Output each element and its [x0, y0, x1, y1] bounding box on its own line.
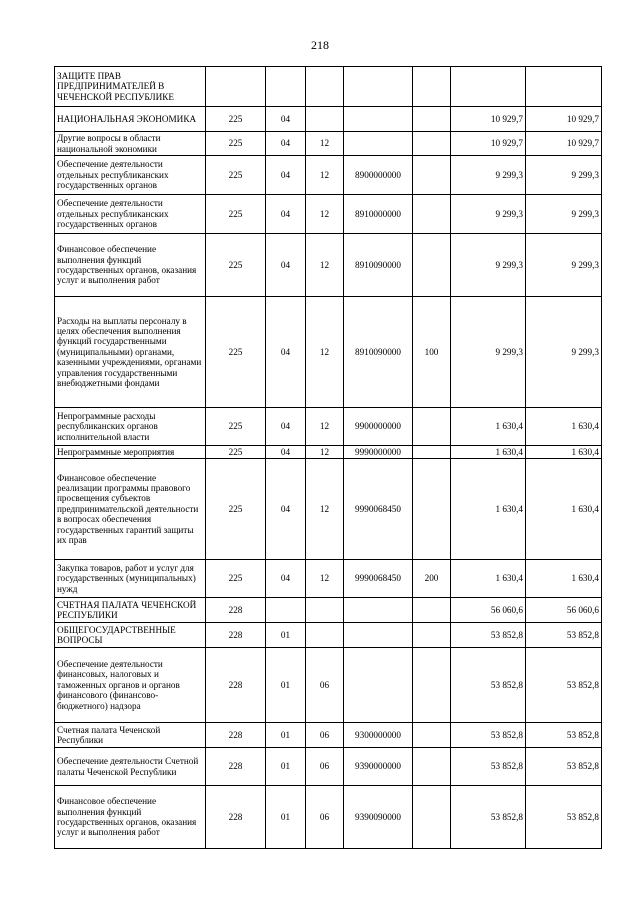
- amount-2: 56 060,6: [526, 598, 602, 623]
- amount-2: 53 852,8: [526, 786, 602, 849]
- target-article-code: 9990068450: [344, 560, 413, 598]
- amount-1: 9 299,3: [451, 234, 526, 297]
- expense-type-code: [413, 156, 451, 195]
- expense-type-code: [413, 723, 451, 748]
- row-name: Расходы на выплаты персоналу в целях обеспечения выполнения функций государственными (муниципальными) органами, казенными учреждениями, органами управления государственными внебюджетными фондами: [55, 297, 206, 408]
- budget-table: [54, 66, 602, 849]
- target-article-code: [344, 648, 413, 723]
- subsection-code: 12: [306, 156, 344, 195]
- section-code: 04: [266, 560, 306, 598]
- amount-1: 9 299,3: [451, 297, 526, 408]
- section-code: 04: [266, 156, 306, 195]
- expense-type-code: [413, 408, 451, 446]
- target-article-code: [344, 132, 413, 156]
- amount-2: 53 852,8: [526, 748, 602, 786]
- amount-1: 53 852,8: [451, 786, 526, 849]
- expense-type-code: [413, 598, 451, 623]
- subsection-code: 12: [306, 408, 344, 446]
- section-code: 01: [266, 748, 306, 786]
- row-name: Финансовое обеспечение выполнения функций государственных органов, оказания услуг и выполнения работ: [55, 234, 206, 297]
- department-code: [206, 67, 266, 107]
- target-article-code: 9390090000: [344, 786, 413, 849]
- subsection-code: [306, 623, 344, 648]
- section-code: 04: [266, 408, 306, 446]
- department-code: 228: [206, 786, 266, 849]
- subsection-code: 06: [306, 648, 344, 723]
- section-code: 04: [266, 459, 306, 560]
- department-code: 225: [206, 459, 266, 560]
- subsection-code: [306, 598, 344, 623]
- expense-type-code: [413, 67, 451, 107]
- target-article-code: 9300000000: [344, 723, 413, 748]
- department-code: 225: [206, 446, 266, 459]
- table-row: [55, 408, 602, 446]
- target-article-code: [344, 598, 413, 623]
- section-code: [266, 67, 306, 107]
- table-row: [55, 156, 602, 195]
- amount-2: 9 299,3: [526, 195, 602, 234]
- expense-type-code: [413, 459, 451, 560]
- department-code: 225: [206, 156, 266, 195]
- target-article-code: 8900000000: [344, 156, 413, 195]
- expense-type-code: [413, 132, 451, 156]
- department-code: 225: [206, 560, 266, 598]
- section-code: 01: [266, 623, 306, 648]
- row-name: Закупка товаров, работ и услуг для государственных (муниципальных) нужд: [55, 560, 206, 598]
- section-code: 01: [266, 786, 306, 849]
- amount-1: 9 299,3: [451, 156, 526, 195]
- expense-type-code: 100: [413, 297, 451, 408]
- table-row: [55, 297, 602, 408]
- amount-2: 1 630,4: [526, 446, 602, 459]
- subsection-code: [306, 67, 344, 107]
- subsection-code: 06: [306, 786, 344, 849]
- table-row: [55, 648, 602, 723]
- target-article-code: 8910090000: [344, 234, 413, 297]
- expense-type-code: [413, 107, 451, 132]
- amount-1: 10 929,7: [451, 132, 526, 156]
- target-article-code: 9990068450: [344, 459, 413, 560]
- table-row: [55, 132, 602, 156]
- expense-type-code: [413, 446, 451, 459]
- table-row: [55, 623, 602, 648]
- target-article-code: [344, 107, 413, 132]
- department-code: 225: [206, 132, 266, 156]
- amount-2: 1 630,4: [526, 560, 602, 598]
- department-code: 228: [206, 623, 266, 648]
- department-code: 225: [206, 195, 266, 234]
- department-code: 225: [206, 297, 266, 408]
- table-row: [55, 459, 602, 560]
- department-code: 225: [206, 107, 266, 132]
- amount-1: 9 299,3: [451, 195, 526, 234]
- department-code: 225: [206, 408, 266, 446]
- amount-2: 9 299,3: [526, 297, 602, 408]
- expense-type-code: [413, 195, 451, 234]
- row-name: Обеспечение деятельности Счетной палаты Чеченской Республики: [55, 748, 206, 786]
- section-code: 01: [266, 648, 306, 723]
- expense-type-code: [413, 786, 451, 849]
- subsection-code: 12: [306, 446, 344, 459]
- target-article-code: 8910090000: [344, 297, 413, 408]
- target-article-code: [344, 623, 413, 648]
- subsection-code: 06: [306, 723, 344, 748]
- section-code: 04: [266, 107, 306, 132]
- amount-2: 53 852,8: [526, 648, 602, 723]
- amount-1: [451, 67, 526, 107]
- section-code: 04: [266, 297, 306, 408]
- amount-1: 1 630,4: [451, 459, 526, 560]
- row-name: Другие вопросы в области национальной экономики: [55, 132, 206, 156]
- department-code: 225: [206, 234, 266, 297]
- amount-1: 53 852,8: [451, 723, 526, 748]
- section-code: 04: [266, 132, 306, 156]
- subsection-code: 12: [306, 132, 344, 156]
- amount-1: 1 630,4: [451, 446, 526, 459]
- expense-type-code: [413, 648, 451, 723]
- row-name: Обеспечение деятельности отдельных республиканских государственных органов: [55, 195, 206, 234]
- row-name: НАЦИОНАЛЬНАЯ ЭКОНОМИКА: [55, 107, 206, 132]
- amount-1: 53 852,8: [451, 748, 526, 786]
- section-code: 04: [266, 234, 306, 297]
- amount-2: 53 852,8: [526, 723, 602, 748]
- amount-2: 10 929,7: [526, 107, 602, 132]
- amount-1: 10 929,7: [451, 107, 526, 132]
- table-row: [55, 560, 602, 598]
- department-code: 228: [206, 648, 266, 723]
- subsection-code: 12: [306, 195, 344, 234]
- subsection-code: 12: [306, 297, 344, 408]
- department-code: 228: [206, 748, 266, 786]
- amount-1: 53 852,8: [451, 623, 526, 648]
- section-code: 04: [266, 446, 306, 459]
- department-code: 228: [206, 598, 266, 623]
- row-name: Финансовое обеспечение выполнения функций государственных органов, оказания услуг и выполнения работ: [55, 786, 206, 849]
- target-article-code: 9990000000: [344, 446, 413, 459]
- row-name: Счетная палата Чеченской Республики: [55, 723, 206, 748]
- target-article-code: 8910000000: [344, 195, 413, 234]
- row-name: Финансовое обеспечение реализации программы правового просвещения субъектов предпринимательской деятельности в вопросах обеспечения государственных гарантий защиты их прав: [55, 459, 206, 560]
- section-code: 01: [266, 723, 306, 748]
- subsection-code: 12: [306, 560, 344, 598]
- expense-type-code: [413, 623, 451, 648]
- row-name: Обеспечение деятельности финансовых, налоговых и таможенных органов и органов финансового (финансово-бюджетного) надзора: [55, 648, 206, 723]
- table-row: [55, 107, 602, 132]
- section-code: 04: [266, 195, 306, 234]
- subsection-code: 06: [306, 748, 344, 786]
- amount-1: 56 060,6: [451, 598, 526, 623]
- table-row: [55, 786, 602, 849]
- expense-type-code: [413, 748, 451, 786]
- table-row: [55, 598, 602, 623]
- amount-2: 53 852,8: [526, 623, 602, 648]
- row-name: СЧЕТНАЯ ПАЛАТА ЧЕЧЕНСКОЙ РЕСПУБЛИКИ: [55, 598, 206, 623]
- table-row: [55, 723, 602, 748]
- table-row: [55, 748, 602, 786]
- amount-2: [526, 67, 602, 107]
- department-code: 228: [206, 723, 266, 748]
- expense-type-code: 200: [413, 560, 451, 598]
- section-code: [266, 598, 306, 623]
- table-row: [55, 446, 602, 459]
- subsection-code: 12: [306, 234, 344, 297]
- subsection-code: 12: [306, 459, 344, 560]
- amount-1: 1 630,4: [451, 408, 526, 446]
- subsection-code: [306, 107, 344, 132]
- target-article-code: [344, 67, 413, 107]
- page-number: 218: [311, 38, 329, 52]
- amount-1: 1 630,4: [451, 560, 526, 598]
- table-row: [55, 195, 602, 234]
- amount-2: 9 299,3: [526, 234, 602, 297]
- table-row: [55, 67, 602, 107]
- table-row: [55, 234, 602, 297]
- amount-1: 53 852,8: [451, 648, 526, 723]
- expense-type-code: [413, 234, 451, 297]
- amount-2: 9 299,3: [526, 156, 602, 195]
- row-name: ОБЩЕГОСУДАРСТВЕННЫЕ ВОПРОСЫ: [55, 623, 206, 648]
- target-article-code: 9900000000: [344, 408, 413, 446]
- table-body: [55, 67, 602, 849]
- amount-2: 10 929,7: [526, 132, 602, 156]
- amount-2: 1 630,4: [526, 408, 602, 446]
- row-name: Обеспечение деятельности отдельных республиканских государственных органов: [55, 156, 206, 195]
- row-name: Непрограммные мероприятия: [55, 446, 206, 459]
- row-name: Непрограммные расходы республиканских органов исполнительной власти: [55, 408, 206, 446]
- row-name: ЗАЩИТЕ ПРАВ ПРЕДПРИНИМАТЕЛЕЙ В ЧЕЧЕНСКОЙ РЕСПУБЛИКЕ: [55, 67, 206, 107]
- amount-2: 1 630,4: [526, 459, 602, 560]
- target-article-code: 9390000000: [344, 748, 413, 786]
